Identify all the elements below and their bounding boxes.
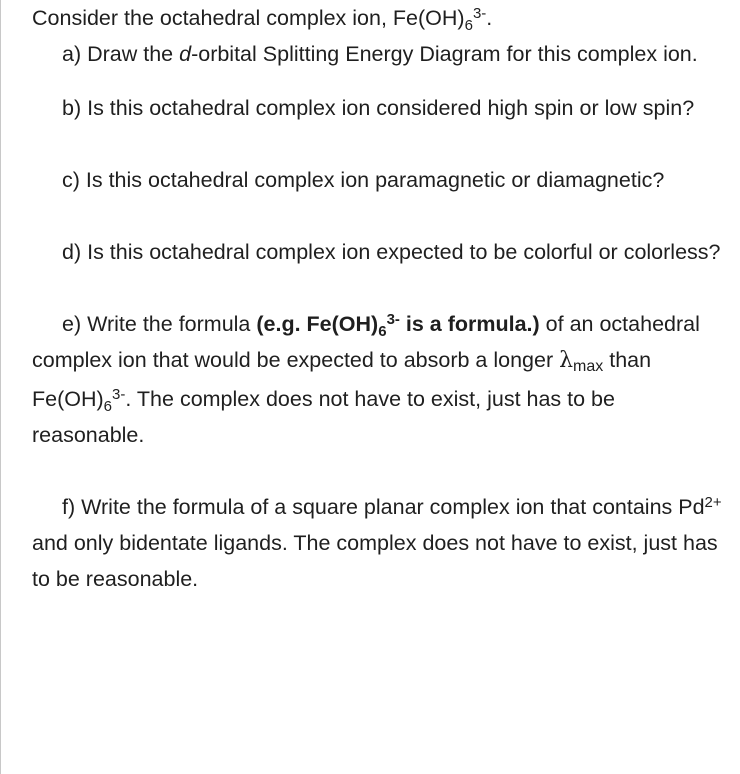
question-f-superscript: 2+ — [704, 493, 722, 511]
question-f-end: and only bidentate ligands. The complex does not have to exist, just has to be reasonable. — [32, 531, 718, 591]
question-a-rest: -orbital Splitting Energy Diagram for this complex ion. — [191, 42, 698, 66]
question-e-than-sup: 3- — [112, 385, 126, 403]
question-e-example-sup: 3- — [386, 310, 400, 328]
question-c-text: c) Is this octahedral complex ion paramagnetic or diamagnetic? — [62, 168, 665, 192]
intro-superscript: 3- — [472, 4, 487, 22]
question-e-start: e) Write the formula — [62, 312, 257, 336]
question-e-end: . The complex does not have to exist, just has to be reasonable. — [32, 387, 615, 447]
question-d-text: d) Is this octahedral complex ion expected to be colorful or colorless? — [62, 240, 721, 264]
question-b — [32, 90, 722, 126]
lambda-symbol: λ — [559, 348, 574, 373]
intro-text: Consider the octahedral complex ion, Fe(OH) — [32, 6, 465, 30]
question-d — [32, 234, 722, 270]
question-e-mid: of an octahedral complex ion that would be expected to absorb a longer — [32, 312, 700, 372]
question-c — [32, 162, 722, 198]
intro-paragraph — [32, 0, 722, 36]
question-document — [32, 0, 722, 597]
page-left-border — [0, 0, 1, 774]
question-b-text: b) Is this octahedral complex ion considered high spin or low spin? — [62, 96, 695, 120]
question-e-example-b: is a formula.) — [399, 312, 540, 336]
question-e-than-sub: 6 — [103, 397, 113, 415]
question-e-example-a: (e.g. Fe(OH) — [256, 312, 379, 336]
question-e-example — [256, 310, 540, 340]
question-a — [32, 36, 722, 72]
lambda-subscript: max — [573, 358, 604, 375]
question-f-start: f) Write the formula of a square planar complex ion that contains Pd — [62, 495, 705, 519]
question-e-example-sub: 6 — [378, 322, 387, 340]
question-e-than: than Fe(OH) — [32, 348, 652, 411]
question-f — [32, 489, 722, 597]
intro-subscript: 6 — [464, 16, 473, 34]
question-a-italic: d — [179, 42, 192, 66]
question-a-label: a) Draw the — [62, 42, 180, 66]
intro-end: . — [486, 6, 493, 30]
question-e — [32, 306, 722, 453]
